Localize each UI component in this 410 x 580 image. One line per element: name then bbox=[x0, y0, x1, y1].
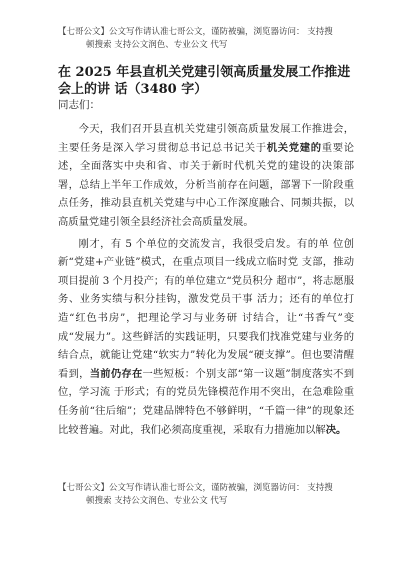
watermark-footer-line-1: 【七哥公文】公文写作请认准七哥公文，谨防被骗，浏览器访问： 支持搜 bbox=[58, 483, 333, 493]
p2-bold-end: 决。 bbox=[325, 423, 347, 436]
greeting: 同志们： bbox=[58, 99, 100, 111]
watermark-line-2: 顿搜索 支持公文润色、专业公文 代写 bbox=[86, 40, 228, 50]
watermark-line-1: 【七哥公文】公文写作请认准七哥公文，谨防被骗，浏览器访问： 支持搜 bbox=[58, 27, 333, 37]
p1-text-a: 今天，我们召开县直机关党建引领高质量发展工作推进会，主要任务是深入学习贯彻总书记总书记关于 bbox=[58, 123, 354, 154]
watermark-footer bbox=[58, 482, 358, 508]
p2-text-c: 一些短板：个别支部“第一议题”制度落实不到位，学习流 于形式；有的党员先锋模范作用不突出，在急难险重任务前“往后缩”；党建品牌特色不够鲜明，“千篇一律”的现象还 比较普遍。对此，我们必须高度重视，采取有力措施加以解 bbox=[58, 367, 355, 436]
p1-bold: 机关党建的 bbox=[266, 141, 322, 154]
watermark-header bbox=[58, 26, 358, 52]
paragraph-1 bbox=[58, 120, 354, 232]
watermark-footer-line-2: 顿搜索 支持公文润色、专业公文 代写 bbox=[86, 496, 228, 506]
document-body bbox=[58, 120, 354, 439]
paragraph-2 bbox=[58, 235, 354, 440]
document-title: 在 2025 年县直机关党建引领高质量发展工作推进会上的讲 话（3480 字） bbox=[58, 65, 351, 97]
p2-bold: 当前仍存在 bbox=[89, 367, 143, 380]
p2-text-a: 刚才，有 5 个单位的交流发言，我很受启发。有的单 位创新“党建+产业链”模式，在重点项目一线成立临时党 支部，推动项目提前 3 个月投产；有的单位建立“党员积分 超市”，将志愿服务、业务实绩与积分挂钩，激发党员干事 活力；还有的单位打造“红色书房”，把理论学习与业务研 讨结合，让“书香气”变成“发展力”。这些鲜活的实践证明，只要我们找准党建与业务的结合点，就能让党建“软实力”转化为发展“硬支撑”。但也要清醒看到， bbox=[58, 237, 354, 380]
p1-text-c: 重要论述，全面落实中央和省、市关于新时代机关党的建设的决策部署，总结上半年工作成效，分析当前存在问题，部署下一阶段重点任务，推动县直机关党建与中心工作深度融合、同频共振，以高质量党建引领全县经济社会高质量发展。 bbox=[58, 141, 355, 228]
